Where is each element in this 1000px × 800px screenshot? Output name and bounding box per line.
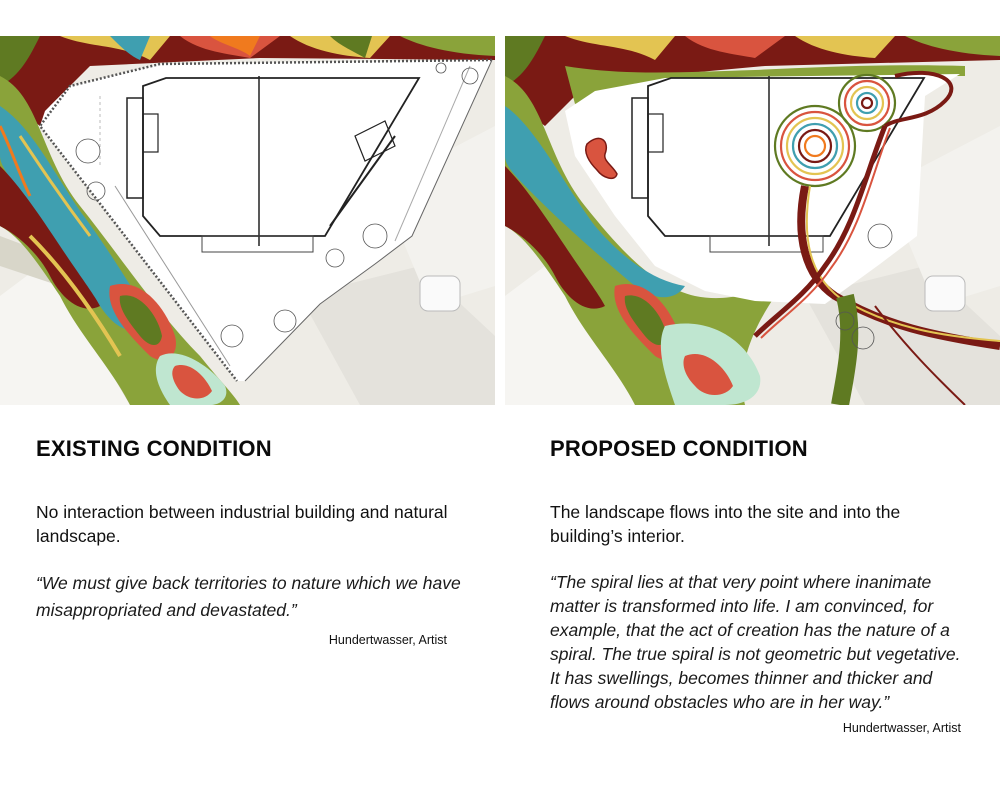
existing-condition-heading: EXISTING CONDITION xyxy=(36,436,272,461)
proposed-condition-site-plan xyxy=(505,36,1000,405)
proposed-site-plan-drawing xyxy=(505,36,1000,405)
existing-condition-caption xyxy=(36,432,476,648)
existing-condition-attribution: Hundertwasser, Artist xyxy=(328,633,447,647)
proposed-condition-heading: PROPOSED CONDITION xyxy=(550,436,808,461)
existing-site-plan-drawing xyxy=(0,36,495,405)
existing-condition-quote: “We must give back territories to nature which we have misappropriated and devastated.” xyxy=(36,573,461,620)
existing-condition-site-plan xyxy=(0,36,495,405)
proposed-condition-caption xyxy=(550,432,970,736)
proposed-condition-attribution: Hundertwasser, Artist xyxy=(842,721,961,735)
existing-condition-description: No interaction between industrial building and natural landscape. xyxy=(36,502,448,546)
proposed-condition-description: The landscape flows into the site and into the building’s interior. xyxy=(550,502,901,546)
proposed-condition-quote: “The spiral lies at that very point where inanimate matter is transformed into life. I am convinced, for example, that the act of creation has the nature of a spiral. The true spiral is not geometric but vegetative. It has swellings, becomes thinner and thicker and flows around obstacles who are in her way.” xyxy=(550,572,961,712)
